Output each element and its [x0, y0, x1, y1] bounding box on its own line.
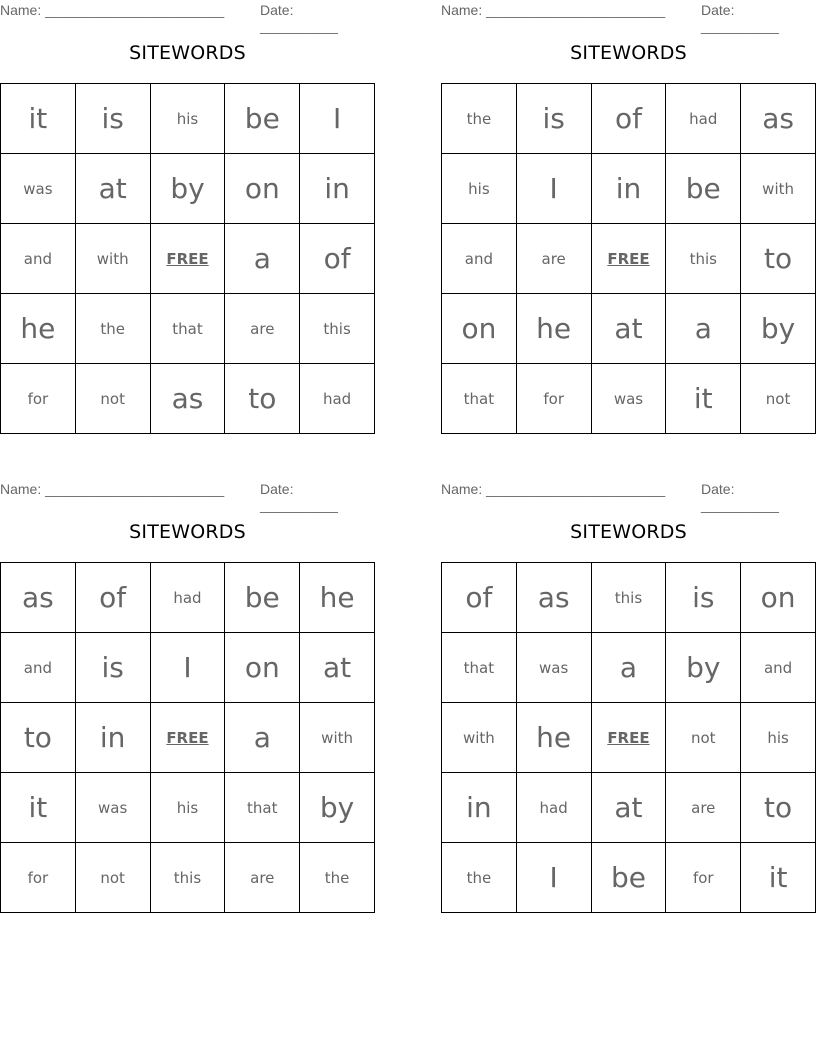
- word-cell: that: [442, 633, 517, 703]
- word-cell: was: [1, 154, 76, 224]
- word-cell: and: [442, 224, 517, 294]
- word-cell: was: [516, 633, 591, 703]
- word-cell: not: [75, 364, 150, 434]
- grid-row: [1, 563, 375, 633]
- word-cell: to: [741, 224, 816, 294]
- grid-row: [1, 703, 375, 773]
- bingo-grid: [441, 562, 816, 913]
- word-cell: are: [516, 224, 591, 294]
- word-cell: it: [666, 364, 741, 434]
- grid-row: [442, 154, 816, 224]
- word-cell: are: [225, 294, 300, 364]
- word-cell: is: [75, 633, 150, 703]
- grid-row: [442, 84, 816, 154]
- word-cell: it: [1, 84, 76, 154]
- word-cell: is: [75, 84, 150, 154]
- grid-row: [1, 294, 375, 364]
- word-cell: in: [442, 773, 517, 843]
- word-cell: it: [741, 843, 816, 913]
- word-cell: he: [1, 294, 76, 364]
- word-cell: be: [225, 84, 300, 154]
- word-cell: had: [516, 773, 591, 843]
- card-header: [0, 0, 375, 34]
- word-cell: I: [150, 633, 225, 703]
- name-field-label: Name: _______________________: [441, 2, 666, 18]
- word-cell: to: [1, 703, 76, 773]
- grid-row: [442, 843, 816, 913]
- word-cell: as: [150, 364, 225, 434]
- date-field-label: Date: __________: [701, 2, 779, 34]
- card-header: [441, 0, 816, 34]
- date-field-label: Date: __________: [260, 2, 338, 34]
- free-space-cell: FREE: [591, 703, 666, 773]
- word-cell: that: [150, 294, 225, 364]
- card-title: SITEWORDS: [129, 42, 246, 64]
- word-cell: is: [666, 563, 741, 633]
- word-cell: in: [300, 154, 375, 224]
- word-cell: this: [300, 294, 375, 364]
- date-field-label: Date: __________: [260, 481, 338, 513]
- grid-row: [442, 563, 816, 633]
- bingo-card: [0, 0, 375, 440]
- word-cell: by: [300, 773, 375, 843]
- word-cell: a: [591, 633, 666, 703]
- date-field-label: Date: __________: [701, 481, 779, 513]
- word-cell: this: [591, 563, 666, 633]
- word-cell: I: [300, 84, 375, 154]
- word-cell: a: [225, 703, 300, 773]
- word-cell: as: [1, 563, 76, 633]
- word-cell: by: [741, 294, 816, 364]
- word-cell: in: [591, 154, 666, 224]
- bingo-grid: [0, 562, 375, 913]
- word-cell: of: [591, 84, 666, 154]
- card-header: [441, 479, 816, 513]
- grid-row: [1, 224, 375, 294]
- word-cell: his: [442, 154, 517, 224]
- word-cell: with: [300, 703, 375, 773]
- bingo-card: [441, 479, 816, 919]
- word-cell: he: [300, 563, 375, 633]
- word-cell: had: [666, 84, 741, 154]
- name-field-label: Name: _______________________: [0, 481, 225, 497]
- word-cell: on: [442, 294, 517, 364]
- card-title: SITEWORDS: [570, 521, 687, 543]
- word-cell: for: [516, 364, 591, 434]
- free-space-cell: FREE: [591, 224, 666, 294]
- word-cell: and: [741, 633, 816, 703]
- word-cell: was: [591, 364, 666, 434]
- word-cell: are: [666, 773, 741, 843]
- word-cell: it: [1, 773, 76, 843]
- card-header: [0, 479, 375, 513]
- word-cell: with: [75, 224, 150, 294]
- grid-row: [442, 773, 816, 843]
- grid-row: [442, 703, 816, 773]
- word-cell: he: [516, 703, 591, 773]
- word-cell: by: [150, 154, 225, 224]
- word-cell: and: [1, 224, 76, 294]
- word-cell: to: [225, 364, 300, 434]
- word-cell: be: [591, 843, 666, 913]
- word-cell: the: [442, 843, 517, 913]
- word-cell: was: [75, 773, 150, 843]
- grid-row: [442, 294, 816, 364]
- word-cell: his: [741, 703, 816, 773]
- word-cell: with: [741, 154, 816, 224]
- word-cell: for: [1, 364, 76, 434]
- grid-row: [442, 364, 816, 434]
- word-cell: in: [75, 703, 150, 773]
- word-cell: of: [300, 224, 375, 294]
- word-cell: a: [225, 224, 300, 294]
- free-space-cell: FREE: [150, 703, 225, 773]
- bingo-card: [441, 0, 816, 440]
- word-cell: with: [442, 703, 517, 773]
- word-cell: of: [75, 563, 150, 633]
- word-cell: as: [741, 84, 816, 154]
- word-cell: not: [741, 364, 816, 434]
- grid-row: [442, 633, 816, 703]
- grid-row: [1, 773, 375, 843]
- word-cell: he: [516, 294, 591, 364]
- free-space-cell: FREE: [150, 224, 225, 294]
- word-cell: the: [442, 84, 517, 154]
- word-cell: for: [1, 843, 76, 913]
- word-cell: be: [225, 563, 300, 633]
- word-cell: on: [225, 154, 300, 224]
- word-cell: of: [442, 563, 517, 633]
- word-cell: I: [516, 843, 591, 913]
- word-cell: not: [75, 843, 150, 913]
- word-cell: had: [150, 563, 225, 633]
- word-cell: his: [150, 84, 225, 154]
- grid-row: [1, 364, 375, 434]
- word-cell: this: [666, 224, 741, 294]
- word-cell: his: [150, 773, 225, 843]
- word-cell: by: [666, 633, 741, 703]
- word-cell: on: [225, 633, 300, 703]
- word-cell: is: [516, 84, 591, 154]
- word-cell: that: [442, 364, 517, 434]
- name-field-label: Name: _______________________: [441, 481, 666, 497]
- word-cell: I: [516, 154, 591, 224]
- word-cell: at: [591, 294, 666, 364]
- word-cell: be: [666, 154, 741, 224]
- word-cell: this: [150, 843, 225, 913]
- word-cell: at: [591, 773, 666, 843]
- name-field-label: Name: _______________________: [0, 2, 225, 18]
- grid-row: [1, 843, 375, 913]
- card-title: SITEWORDS: [129, 521, 246, 543]
- word-cell: not: [666, 703, 741, 773]
- card-title: SITEWORDS: [570, 42, 687, 64]
- word-cell: as: [516, 563, 591, 633]
- word-cell: a: [666, 294, 741, 364]
- word-cell: to: [741, 773, 816, 843]
- grid-row: [1, 154, 375, 224]
- word-cell: are: [225, 843, 300, 913]
- word-cell: at: [300, 633, 375, 703]
- bingo-grid: [441, 83, 816, 434]
- word-cell: that: [225, 773, 300, 843]
- word-cell: had: [300, 364, 375, 434]
- word-cell: for: [666, 843, 741, 913]
- word-cell: and: [1, 633, 76, 703]
- grid-row: [1, 633, 375, 703]
- bingo-card: [0, 479, 375, 919]
- grid-row: [442, 224, 816, 294]
- word-cell: on: [741, 563, 816, 633]
- bingo-grid: [0, 83, 375, 434]
- word-cell: the: [75, 294, 150, 364]
- word-cell: the: [300, 843, 375, 913]
- grid-row: [1, 84, 375, 154]
- word-cell: at: [75, 154, 150, 224]
